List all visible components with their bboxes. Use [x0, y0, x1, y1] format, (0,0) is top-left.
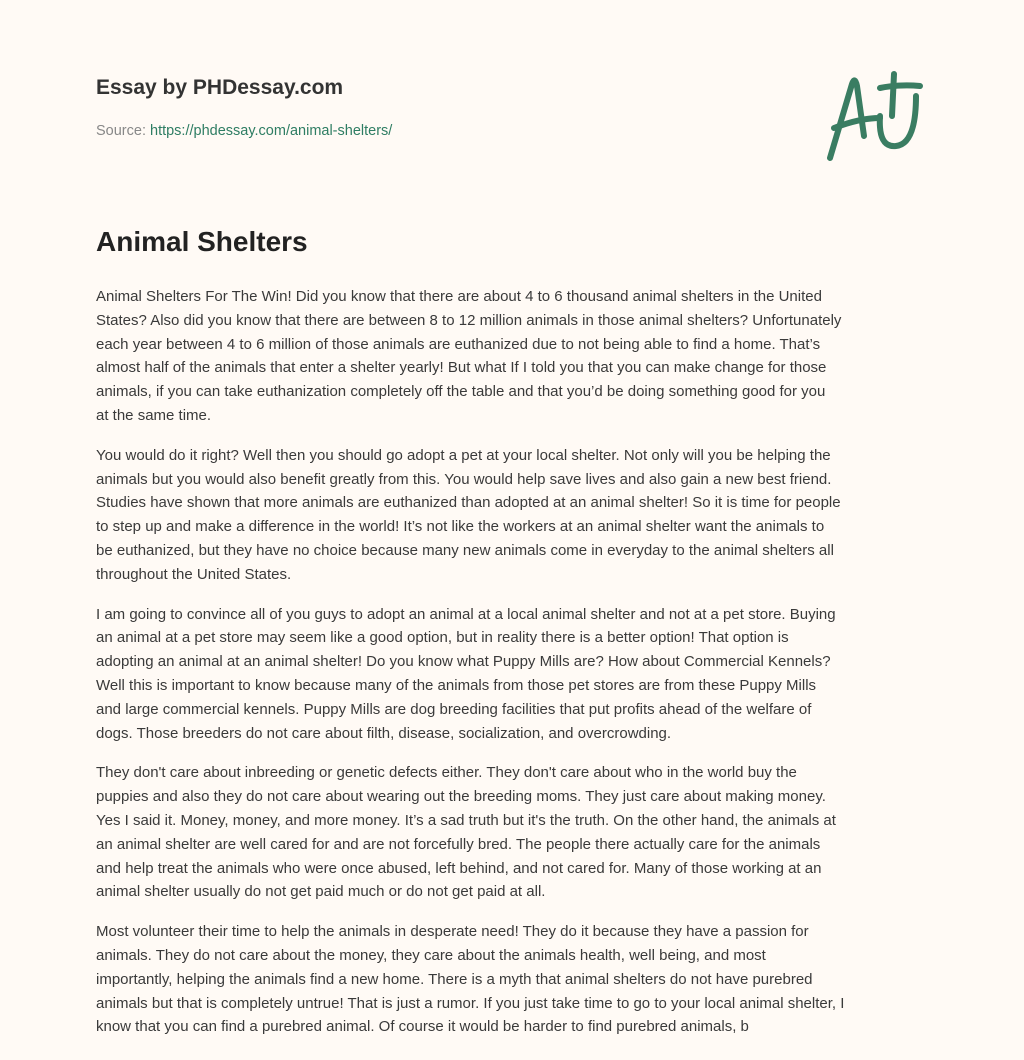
paragraph-line: Animal Shelters For The Win! Did you know that there are about 4 to 6 thousand animal shelters in the United	[96, 288, 822, 305]
paragraph-line: to step up and make a difference in the world! It’s not like the workers at an animal shelter want the animals to	[96, 518, 825, 536]
paragraph-line: animals. They do not care about the money, they care about the animals health, well being, and most	[96, 946, 766, 964]
paragraph-line: importantly, helping the animals find a new home. There is a myth that animal shelters do not have purebred	[96, 970, 813, 988]
paragraph-line: adopting an animal at an animal shelter! Do you know what Puppy Mills are? How about Commercial Kennels?	[96, 653, 831, 671]
paragraph-line: animals but that is completely untrue! That is just a rumor. If you just take time to go to your local animal shelter, I	[96, 994, 845, 1012]
paragraph-line: at the same time.	[96, 406, 212, 424]
paragraph	[96, 444, 936, 587]
paragraph	[96, 285, 936, 428]
paragraph-line: and help treat the animals who were once abused, left behind, and not cared for. Many of those working at an	[96, 859, 822, 877]
paragraph	[96, 603, 936, 746]
paragraph-line: Well this is important to know because many of the animals from those pet stores are from these Puppy Mills	[96, 676, 817, 694]
paragraph-line: be euthanized, but they have no choice because many new animals come in everyday to the animal shelters all	[96, 541, 834, 559]
paragraph-line: States? Also did you know that there are between 8 to 12 million animals in those animal shelters? Unfortunately	[96, 311, 842, 329]
paragraph-line: animals, if you can take euthanization completely off the table and that you’d be doing something good for you	[96, 383, 826, 401]
paragraph	[96, 920, 936, 1039]
paragraph-line: Yes I said it. Money, money, and more money. It’s a sad truth but it's the truth. On the other hand, the animals at	[96, 811, 836, 829]
paragraph-line: I am going to convince all of you guys to adopt an animal at a local animal shelter and not at a pet store. Buying	[96, 605, 836, 623]
paragraph-line: animal shelter usually do not get paid much or do not get paid at all.	[96, 883, 546, 901]
paragraph-line: throughout the United States.	[96, 565, 292, 583]
paragraph	[96, 761, 936, 904]
a-plus-logo-icon	[820, 66, 930, 166]
source-link[interactable]: https://phdessay.com/animal-shelters/	[150, 123, 393, 139]
paragraph-line: know that you can find a purebred animal. Of course it would be harder to find purebred animals, b	[96, 1018, 749, 1036]
article-body	[96, 285, 936, 1055]
source-label: Source:	[96, 123, 150, 139]
paragraph-line: They don't care about inbreeding or genetic defects either. They don't care about who in the world buy the	[96, 764, 797, 782]
paragraph-line: almost half of the animals that enter a shelter yearly! But what If I told you that you can make change for those	[96, 359, 827, 377]
paragraph-line: puppies and also they do not care about wearing out the breeding moms. They just care about making money.	[96, 788, 826, 806]
paragraph-line: You would do it right? Well then you should go adopt a pet at your local shelter. Not only will you be helping the	[96, 446, 831, 464]
paragraph-line: dogs. Those breeders do not care about filth, disease, socialization, and overcrowding.	[96, 724, 672, 742]
paragraph-line: and large commercial kennels. Puppy Mills are dog breeding facilities that put profits ahead of the welfare of	[96, 700, 812, 718]
paragraph-line: Most volunteer their time to help the animals in desperate need! They do it because they have a passion for	[96, 923, 809, 941]
article-title: Animal Shelters	[96, 226, 308, 257]
paragraph-line: animals but you would also benefit greatly from this. You would help save lives and also gain a new best friend.	[96, 470, 832, 488]
paragraph-line: an animal at a pet store may seem like a good option, but in reality there is a better option! That option is	[96, 629, 789, 647]
paragraph-line: Studies have shown that more animals are euthanized than adopted at an animal shelter! So it is time for people	[96, 494, 841, 512]
paragraph-line: each year between 4 to 6 million of those animals are euthanized due to not being able to find a home. That’s	[96, 335, 821, 353]
site-title: Essay by PHDessay.com	[96, 76, 344, 99]
source-line	[96, 123, 392, 139]
paragraph-line: an animal shelter are well cared for and are not forcefully bred. The people there actually care for the animals	[96, 835, 821, 853]
